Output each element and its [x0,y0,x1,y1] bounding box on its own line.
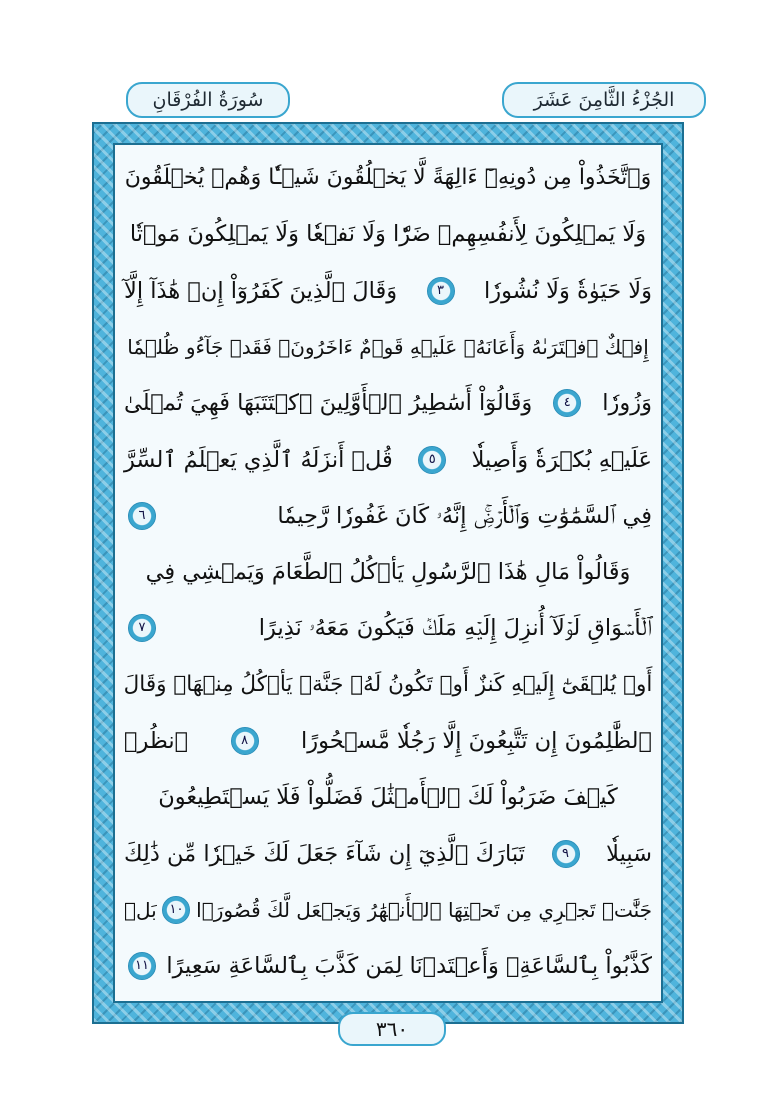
verse-text: وَقَالَ ٱلَّذِينَ كَفَرُوٓاْ إِنۡ هَٰذَآ إِلَّآ [124,277,398,304]
text-line [124,655,652,715]
quran-text [124,148,652,993]
surah-title: سُورَةُ الفُرْقَانِ [126,82,290,118]
verse-number-marker: ١٠ [162,896,190,924]
text-line [124,542,652,602]
verse-text: جَنَّٰتٖ تَجۡرِي مِن تَحۡتِهَا ٱلۡأَنۡهَٰرُ وَيَجۡعَل لَّكَ قُصُورَۢا [196,897,652,922]
verse-text: فِي ٱلسَّمَٰوَٰتِ وَٱلۡأَرۡضِۚ إِنَّهُۥ كَانَ غَفُورٗا رَّحِيمٗا [277,502,652,529]
verse-text: سَبِيلٗا [606,840,652,867]
verse-number-marker: ٩ [552,840,580,868]
text-line [124,148,652,208]
text-line [124,880,652,940]
verse-text: عَلَيۡهِ بُكۡرَةٗ وَأَصِيلٗا [471,446,652,473]
text-line [124,711,652,771]
verse-text: وَقَالُوٓاْ أَسَٰطِيرُ ٱلۡأَوَّلِينَ ٱكۡتَتَبَهَا فَهِيَ تُمۡلَىٰ [124,390,533,417]
verse-text: كَيۡفَ ضَرَبُواْ لَكَ ٱلۡأَمۡثَٰلَ فَضَلُّواْ فَلَا يَسۡتَطِيعُونَ [158,784,618,811]
verse-text: وَقَالُواْ مَالِ هَٰذَا ٱلرَّسُولِ يَأۡكُلُ ٱلطَّعَامَ وَيَمۡشِي فِي [145,559,631,586]
verse-text: أَوۡ يُلۡقَىٰٓ إِلَيۡهِ كَنزٌ أَوۡ تَكُونُ لَهُۥ جَنَّةٞ يَأۡكُلُ مِنۡهَاۚ وَقَالَ [123,671,653,697]
verse-text: ٱنظُرۡ [124,728,189,754]
text-line [124,767,652,827]
page-header [126,82,706,116]
verse-number-marker: ٦ [128,502,156,530]
text-line [124,824,652,884]
text-line [124,261,652,321]
text-line [124,936,652,996]
verse-text: وَلَا حَيَوٰةٗ وَلَا نُشُورٗا [483,277,652,304]
verse-text: إِفۡكٌ ٱفۡتَرَىٰهُ وَأَعَانَهُۥ عَلَيۡهِ قَوۡمٌ ءَاخَرُونَۖ فَقَدۡ جَآءُو ظُلۡمٗا [127,334,649,359]
text-line [124,486,652,546]
verse-text: ٱلظَّٰلِمُونَ إِن تَتَّبِعُونَ إِلَّا رَجُلٗا مَّسۡحُورًا [301,728,652,754]
verse-text: ٱلۡأَسۡوَاقِ لَوۡلَآ أُنزِلَ إِلَيۡهِ مَلَكٞ فَيَكُونَ مَعَهُۥ نَذِيرًا [258,615,652,642]
verse-text: تَبَارَكَ ٱلَّذِيٓ إِن شَآءَ جَعَلَ لَكَ خَيۡرٗا مِّن ذَٰلِكَ [124,840,525,867]
text-line [124,317,652,377]
page-number: ٣٦٠ [338,1012,446,1046]
verse-number-marker: ٧ [128,614,156,642]
verse-text: قُلۡ أَنزَلَهُ ٱلَّذِي يَعۡلَمُ ٱلسِّرَّ [124,446,393,473]
verse-text: وَٱتَّخَذُواْ مِن دُونِهِۦٓ ءَالِهَةً لَّا يَخۡلُقُونَ شَيۡـٔٗا وَهُمۡ يُخۡلَقُونَ [124,165,652,190]
verse-number-marker: ٨ [231,727,259,755]
verse-number-marker: ٣ [427,277,455,305]
verse-text: وَزُورٗا [602,390,652,417]
verse-number-marker: ٥ [418,446,446,474]
text-line [124,430,652,490]
verse-text: بَلۡ [124,897,157,922]
verse-number-marker: ١١ [128,952,156,980]
juz-title: الجُزْءُ الثَّامِنَ عَشَرَ [502,82,706,118]
text-line [124,204,652,264]
text-line [124,373,652,433]
verse-text: كَذَّبُواْ بِٱلسَّاعَةِۖ وَأَعۡتَدۡنَا لِمَن كَذَّبَ بِٱلسَّاعَةِ سَعِيرًا [166,953,652,980]
verse-number-marker: ٤ [553,389,581,417]
verse-text: وَلَا يَمۡلِكُونَ لِأَنفُسِهِمۡ ضَرّٗا وَلَا نَفۡعٗا وَلَا يَمۡلِكُونَ مَوۡتٗا [129,221,647,248]
text-line [124,598,652,658]
